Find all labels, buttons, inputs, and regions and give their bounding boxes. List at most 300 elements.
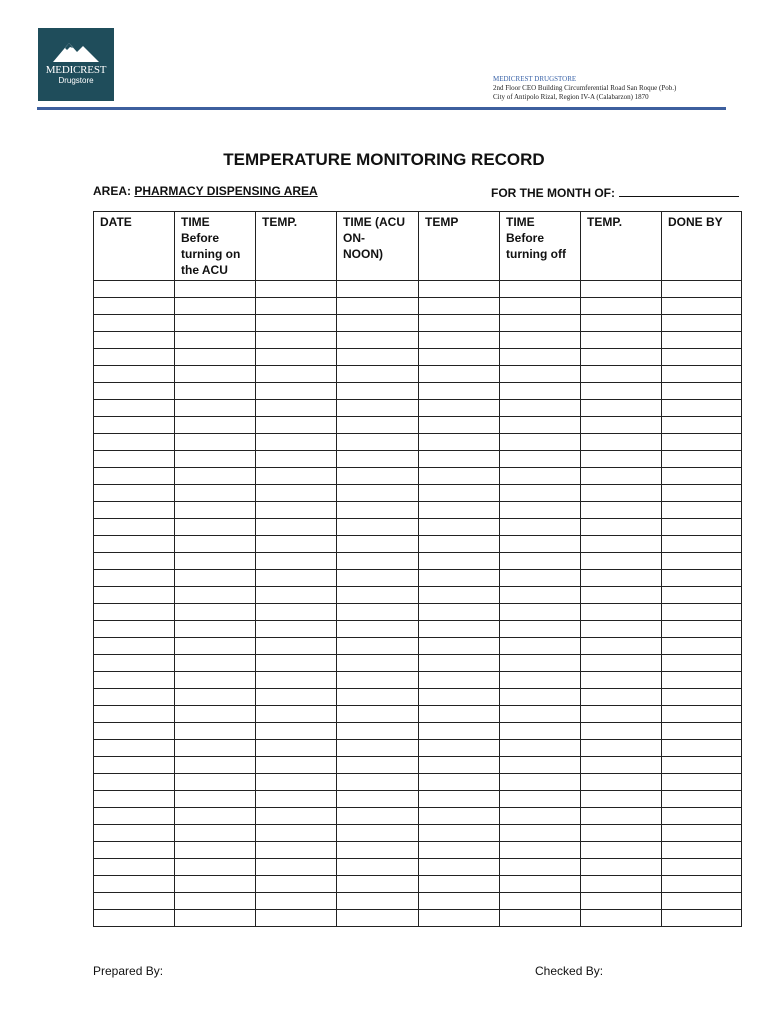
table-cell[interactable] — [662, 281, 742, 298]
table-cell[interactable] — [500, 876, 581, 893]
table-cell[interactable] — [337, 417, 419, 434]
table-cell[interactable] — [256, 825, 337, 842]
table-cell[interactable] — [662, 553, 742, 570]
table-cell[interactable] — [581, 434, 662, 451]
table-cell[interactable] — [662, 774, 742, 791]
table-cell[interactable] — [419, 315, 500, 332]
table-cell[interactable] — [662, 876, 742, 893]
table-cell[interactable] — [581, 366, 662, 383]
table-cell[interactable] — [581, 723, 662, 740]
table-cell[interactable] — [581, 825, 662, 842]
table-cell[interactable] — [256, 502, 337, 519]
table-cell[interactable] — [94, 485, 175, 502]
table-cell[interactable] — [337, 910, 419, 927]
table-cell[interactable] — [337, 859, 419, 876]
table-cell[interactable] — [256, 315, 337, 332]
table-cell[interactable] — [662, 791, 742, 808]
table-cell[interactable] — [662, 825, 742, 842]
table-cell[interactable] — [419, 689, 500, 706]
table-cell[interactable] — [256, 281, 337, 298]
table-cell[interactable] — [419, 706, 500, 723]
table-cell[interactable] — [94, 621, 175, 638]
table-cell[interactable] — [175, 332, 256, 349]
table-cell[interactable] — [581, 451, 662, 468]
table-cell[interactable] — [256, 587, 337, 604]
table-cell[interactable] — [94, 570, 175, 587]
table-cell[interactable] — [419, 621, 500, 638]
table-cell[interactable] — [500, 570, 581, 587]
table-cell[interactable] — [581, 621, 662, 638]
table-cell[interactable] — [500, 536, 581, 553]
table-cell[interactable] — [175, 876, 256, 893]
table-cell[interactable] — [94, 553, 175, 570]
table-cell[interactable] — [94, 808, 175, 825]
table-cell[interactable] — [419, 638, 500, 655]
table-cell[interactable] — [175, 825, 256, 842]
table-cell[interactable] — [581, 502, 662, 519]
table-cell[interactable] — [419, 417, 500, 434]
table-cell[interactable] — [175, 349, 256, 366]
table-cell[interactable] — [500, 757, 581, 774]
table-cell[interactable] — [337, 451, 419, 468]
table-cell[interactable] — [175, 536, 256, 553]
table-cell[interactable] — [419, 655, 500, 672]
table-cell[interactable] — [419, 740, 500, 757]
table-cell[interactable] — [337, 519, 419, 536]
table-cell[interactable] — [337, 434, 419, 451]
table-cell[interactable] — [175, 502, 256, 519]
table-cell[interactable] — [94, 893, 175, 910]
table-cell[interactable] — [662, 706, 742, 723]
table-cell[interactable] — [94, 536, 175, 553]
table-cell[interactable] — [662, 536, 742, 553]
table-cell[interactable] — [419, 910, 500, 927]
table-cell[interactable] — [500, 910, 581, 927]
table-cell[interactable] — [581, 910, 662, 927]
table-cell[interactable] — [662, 468, 742, 485]
table-cell[interactable] — [662, 417, 742, 434]
table-cell[interactable] — [94, 672, 175, 689]
table-cell[interactable] — [581, 740, 662, 757]
table-cell[interactable] — [175, 519, 256, 536]
table-cell[interactable] — [175, 706, 256, 723]
table-cell[interactable] — [175, 604, 256, 621]
table-cell[interactable] — [337, 842, 419, 859]
table-cell[interactable] — [581, 587, 662, 604]
table-cell[interactable] — [581, 485, 662, 502]
table-cell[interactable] — [500, 808, 581, 825]
table-cell[interactable] — [94, 519, 175, 536]
table-cell[interactable] — [662, 349, 742, 366]
table-cell[interactable] — [581, 553, 662, 570]
table-cell[interactable] — [175, 740, 256, 757]
table-cell[interactable] — [662, 638, 742, 655]
table-cell[interactable] — [662, 332, 742, 349]
table-cell[interactable] — [337, 553, 419, 570]
table-cell[interactable] — [175, 808, 256, 825]
table-cell[interactable] — [175, 757, 256, 774]
table-cell[interactable] — [419, 774, 500, 791]
table-cell[interactable] — [419, 757, 500, 774]
table-cell[interactable] — [337, 604, 419, 621]
table-cell[interactable] — [175, 672, 256, 689]
table-cell[interactable] — [500, 468, 581, 485]
table-cell[interactable] — [662, 723, 742, 740]
table-cell[interactable] — [581, 706, 662, 723]
table-cell[interactable] — [500, 502, 581, 519]
table-cell[interactable] — [94, 859, 175, 876]
table-cell[interactable] — [94, 604, 175, 621]
table-cell[interactable] — [94, 298, 175, 315]
table-cell[interactable] — [256, 451, 337, 468]
table-cell[interactable] — [581, 655, 662, 672]
table-cell[interactable] — [662, 757, 742, 774]
table-cell[interactable] — [419, 451, 500, 468]
table-cell[interactable] — [500, 485, 581, 502]
table-cell[interactable] — [175, 485, 256, 502]
table-cell[interactable] — [581, 383, 662, 400]
table-cell[interactable] — [581, 893, 662, 910]
table-cell[interactable] — [175, 842, 256, 859]
table-cell[interactable] — [662, 587, 742, 604]
table-cell[interactable] — [337, 672, 419, 689]
table-cell[interactable] — [337, 740, 419, 757]
table-cell[interactable] — [256, 689, 337, 706]
table-cell[interactable] — [581, 689, 662, 706]
table-cell[interactable] — [175, 689, 256, 706]
month-blank-field[interactable] — [619, 184, 739, 197]
table-cell[interactable] — [94, 417, 175, 434]
table-cell[interactable] — [337, 774, 419, 791]
table-cell[interactable] — [256, 604, 337, 621]
table-cell[interactable] — [256, 570, 337, 587]
table-cell[interactable] — [500, 689, 581, 706]
table-cell[interactable] — [256, 383, 337, 400]
table-cell[interactable] — [256, 655, 337, 672]
table-cell[interactable] — [500, 349, 581, 366]
table-cell[interactable] — [337, 315, 419, 332]
table-cell[interactable] — [419, 434, 500, 451]
table-cell[interactable] — [94, 791, 175, 808]
table-cell[interactable] — [419, 791, 500, 808]
table-cell[interactable] — [337, 893, 419, 910]
table-cell[interactable] — [662, 434, 742, 451]
table-cell[interactable] — [337, 366, 419, 383]
table-cell[interactable] — [581, 791, 662, 808]
table-cell[interactable] — [581, 604, 662, 621]
table-cell[interactable] — [94, 757, 175, 774]
table-cell[interactable] — [500, 553, 581, 570]
table-cell[interactable] — [256, 468, 337, 485]
table-cell[interactable] — [94, 876, 175, 893]
table-cell[interactable] — [581, 519, 662, 536]
table-cell[interactable] — [662, 519, 742, 536]
table-cell[interactable] — [581, 536, 662, 553]
table-cell[interactable] — [662, 893, 742, 910]
table-cell[interactable] — [256, 723, 337, 740]
table-cell[interactable] — [337, 723, 419, 740]
table-cell[interactable] — [581, 859, 662, 876]
table-cell[interactable] — [581, 315, 662, 332]
table-cell[interactable] — [500, 621, 581, 638]
table-cell[interactable] — [337, 757, 419, 774]
table-cell[interactable] — [500, 672, 581, 689]
table-cell[interactable] — [662, 859, 742, 876]
table-cell[interactable] — [662, 502, 742, 519]
table-cell[interactable] — [256, 740, 337, 757]
table-cell[interactable] — [662, 621, 742, 638]
table-cell[interactable] — [337, 655, 419, 672]
table-cell[interactable] — [419, 570, 500, 587]
table-cell[interactable] — [662, 842, 742, 859]
table-cell[interactable] — [175, 281, 256, 298]
table-cell[interactable] — [175, 774, 256, 791]
table-cell[interactable] — [581, 774, 662, 791]
table-cell[interactable] — [175, 553, 256, 570]
table-cell[interactable] — [581, 400, 662, 417]
table-cell[interactable] — [500, 825, 581, 842]
table-cell[interactable] — [500, 723, 581, 740]
table-cell[interactable] — [175, 451, 256, 468]
table-cell[interactable] — [256, 876, 337, 893]
table-cell[interactable] — [419, 519, 500, 536]
table-cell[interactable] — [500, 638, 581, 655]
table-cell[interactable] — [94, 638, 175, 655]
table-cell[interactable] — [419, 281, 500, 298]
table-cell[interactable] — [500, 332, 581, 349]
table-cell[interactable] — [500, 298, 581, 315]
table-cell[interactable] — [337, 281, 419, 298]
table-cell[interactable] — [419, 723, 500, 740]
table-cell[interactable] — [419, 825, 500, 842]
table-cell[interactable] — [94, 281, 175, 298]
table-cell[interactable] — [256, 910, 337, 927]
table-cell[interactable] — [500, 366, 581, 383]
table-cell[interactable] — [256, 400, 337, 417]
table-cell[interactable] — [662, 485, 742, 502]
table-cell[interactable] — [94, 400, 175, 417]
table-cell[interactable] — [175, 910, 256, 927]
table-cell[interactable] — [419, 587, 500, 604]
table-cell[interactable] — [337, 808, 419, 825]
table-cell[interactable] — [500, 791, 581, 808]
table-cell[interactable] — [94, 315, 175, 332]
table-cell[interactable] — [256, 842, 337, 859]
table-cell[interactable] — [94, 842, 175, 859]
table-cell[interactable] — [662, 740, 742, 757]
table-cell[interactable] — [337, 332, 419, 349]
table-cell[interactable] — [94, 332, 175, 349]
table-cell[interactable] — [175, 383, 256, 400]
table-cell[interactable] — [175, 417, 256, 434]
table-cell[interactable] — [256, 434, 337, 451]
table-cell[interactable] — [256, 791, 337, 808]
table-cell[interactable] — [256, 757, 337, 774]
table-cell[interactable] — [662, 655, 742, 672]
table-cell[interactable] — [256, 893, 337, 910]
table-cell[interactable] — [94, 910, 175, 927]
table-cell[interactable] — [175, 366, 256, 383]
table-cell[interactable] — [175, 621, 256, 638]
table-cell[interactable] — [94, 723, 175, 740]
table-cell[interactable] — [256, 672, 337, 689]
table-cell[interactable] — [256, 332, 337, 349]
table-cell[interactable] — [337, 825, 419, 842]
table-cell[interactable] — [94, 587, 175, 604]
table-cell[interactable] — [419, 468, 500, 485]
table-cell[interactable] — [175, 587, 256, 604]
table-cell[interactable] — [175, 434, 256, 451]
table-cell[interactable] — [662, 400, 742, 417]
table-cell[interactable] — [94, 383, 175, 400]
table-cell[interactable] — [256, 808, 337, 825]
table-cell[interactable] — [581, 298, 662, 315]
table-cell[interactable] — [500, 451, 581, 468]
table-cell[interactable] — [337, 298, 419, 315]
table-cell[interactable] — [419, 485, 500, 502]
table-cell[interactable] — [581, 332, 662, 349]
table-cell[interactable] — [662, 672, 742, 689]
table-cell[interactable] — [662, 298, 742, 315]
table-cell[interactable] — [500, 893, 581, 910]
table-cell[interactable] — [94, 434, 175, 451]
table-cell[interactable] — [500, 706, 581, 723]
table-cell[interactable] — [581, 570, 662, 587]
table-cell[interactable] — [256, 774, 337, 791]
table-cell[interactable] — [175, 400, 256, 417]
table-cell[interactable] — [662, 451, 742, 468]
table-cell[interactable] — [662, 315, 742, 332]
table-cell[interactable] — [419, 502, 500, 519]
table-cell[interactable] — [256, 638, 337, 655]
table-cell[interactable] — [175, 859, 256, 876]
table-cell[interactable] — [337, 383, 419, 400]
table-cell[interactable] — [337, 502, 419, 519]
table-cell[interactable] — [175, 655, 256, 672]
table-cell[interactable] — [337, 349, 419, 366]
table-cell[interactable] — [662, 689, 742, 706]
table-cell[interactable] — [94, 502, 175, 519]
table-cell[interactable] — [94, 468, 175, 485]
table-cell[interactable] — [175, 570, 256, 587]
table-cell[interactable] — [175, 468, 256, 485]
table-cell[interactable] — [256, 417, 337, 434]
table-cell[interactable] — [500, 417, 581, 434]
table-cell[interactable] — [256, 519, 337, 536]
table-cell[interactable] — [256, 366, 337, 383]
table-cell[interactable] — [419, 842, 500, 859]
table-cell[interactable] — [500, 434, 581, 451]
table-cell[interactable] — [175, 638, 256, 655]
table-cell[interactable] — [175, 315, 256, 332]
table-cell[interactable] — [419, 349, 500, 366]
table-cell[interactable] — [419, 536, 500, 553]
table-cell[interactable] — [337, 876, 419, 893]
table-cell[interactable] — [175, 298, 256, 315]
table-cell[interactable] — [500, 604, 581, 621]
table-cell[interactable] — [500, 740, 581, 757]
table-cell[interactable] — [662, 910, 742, 927]
table-cell[interactable] — [581, 842, 662, 859]
table-cell[interactable] — [581, 417, 662, 434]
table-cell[interactable] — [581, 672, 662, 689]
table-cell[interactable] — [500, 315, 581, 332]
table-cell[interactable] — [94, 655, 175, 672]
table-cell[interactable] — [337, 570, 419, 587]
table-cell[interactable] — [256, 706, 337, 723]
table-cell[interactable] — [419, 876, 500, 893]
table-cell[interactable] — [500, 519, 581, 536]
table-cell[interactable] — [94, 740, 175, 757]
table-cell[interactable] — [419, 893, 500, 910]
table-cell[interactable] — [419, 366, 500, 383]
table-cell[interactable] — [662, 366, 742, 383]
table-cell[interactable] — [94, 349, 175, 366]
table-cell[interactable] — [94, 366, 175, 383]
table-cell[interactable] — [175, 723, 256, 740]
table-cell[interactable] — [256, 349, 337, 366]
table-cell[interactable] — [419, 332, 500, 349]
table-cell[interactable] — [662, 604, 742, 621]
table-cell[interactable] — [256, 859, 337, 876]
table-cell[interactable] — [500, 842, 581, 859]
table-cell[interactable] — [256, 298, 337, 315]
table-cell[interactable] — [500, 774, 581, 791]
table-cell[interactable] — [94, 825, 175, 842]
table-cell[interactable] — [94, 451, 175, 468]
table-cell[interactable] — [419, 604, 500, 621]
table-cell[interactable] — [337, 468, 419, 485]
table-cell[interactable] — [419, 808, 500, 825]
table-cell[interactable] — [500, 281, 581, 298]
table-cell[interactable] — [581, 281, 662, 298]
table-cell[interactable] — [419, 859, 500, 876]
table-cell[interactable] — [256, 536, 337, 553]
table-cell[interactable] — [337, 689, 419, 706]
table-cell[interactable] — [419, 298, 500, 315]
table-cell[interactable] — [175, 893, 256, 910]
table-cell[interactable] — [662, 808, 742, 825]
table-cell[interactable] — [337, 587, 419, 604]
table-cell[interactable] — [337, 638, 419, 655]
table-cell[interactable] — [419, 553, 500, 570]
table-cell[interactable] — [581, 808, 662, 825]
table-cell[interactable] — [94, 706, 175, 723]
table-cell[interactable] — [500, 383, 581, 400]
table-cell[interactable] — [256, 553, 337, 570]
table-cell[interactable] — [419, 672, 500, 689]
table-cell[interactable] — [337, 791, 419, 808]
table-cell[interactable] — [337, 536, 419, 553]
table-cell[interactable] — [419, 383, 500, 400]
table-cell[interactable] — [500, 400, 581, 417]
table-cell[interactable] — [581, 638, 662, 655]
table-cell[interactable] — [581, 468, 662, 485]
table-cell[interactable] — [500, 655, 581, 672]
table-cell[interactable] — [581, 876, 662, 893]
table-cell[interactable] — [337, 621, 419, 638]
table-cell[interactable] — [94, 689, 175, 706]
table-cell[interactable] — [337, 706, 419, 723]
table-cell[interactable] — [256, 485, 337, 502]
table-cell[interactable] — [256, 621, 337, 638]
table-cell[interactable] — [175, 791, 256, 808]
table-cell[interactable] — [419, 400, 500, 417]
table-cell[interactable] — [337, 400, 419, 417]
table-cell[interactable] — [337, 485, 419, 502]
table-cell[interactable] — [500, 859, 581, 876]
table-cell[interactable] — [500, 587, 581, 604]
